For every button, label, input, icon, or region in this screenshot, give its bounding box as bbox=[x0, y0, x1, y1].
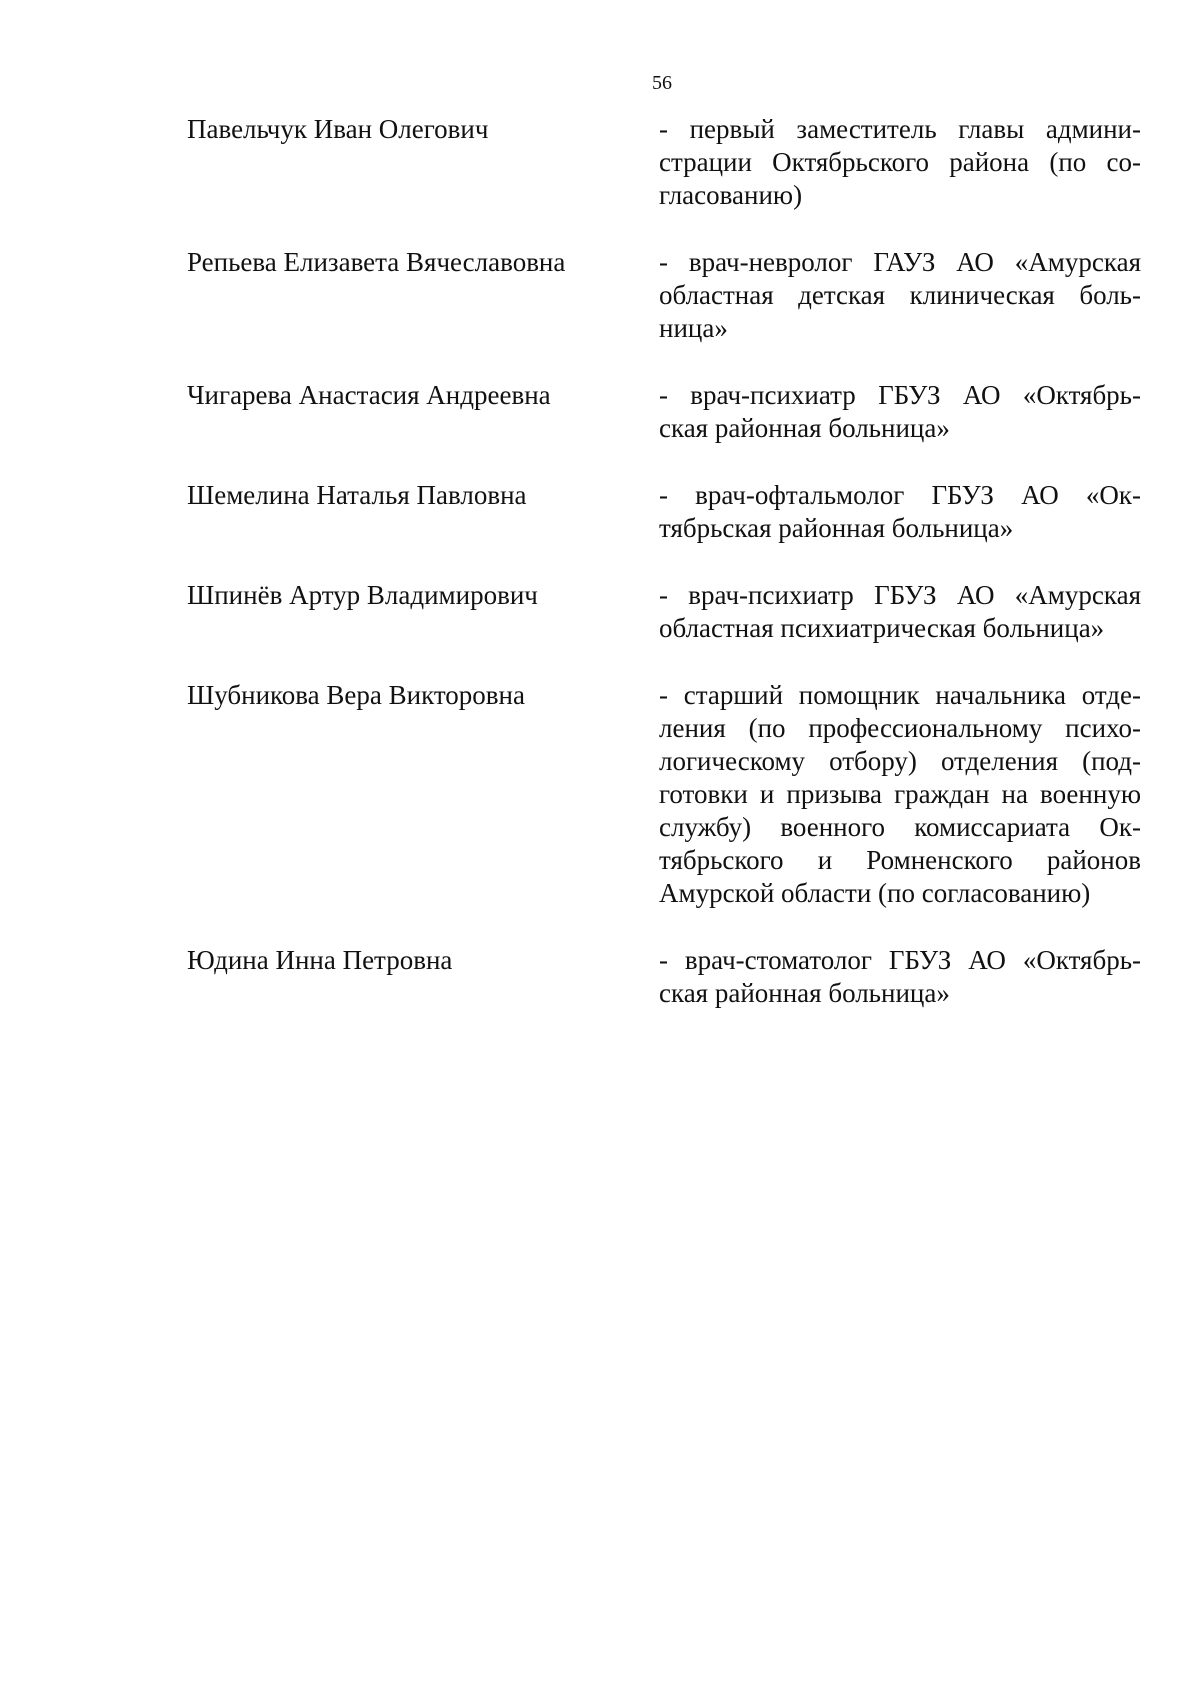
position-line: областная психиатрическая больница» bbox=[659, 613, 1105, 643]
position-line: ская районная больница» bbox=[659, 413, 950, 443]
member-name: Павельчук Иван Олегович bbox=[187, 114, 489, 144]
member-position bbox=[659, 679, 1141, 910]
position-line: - врач-стоматолог ГБУЗ АО «Октябрь- bbox=[659, 945, 1141, 975]
position-line: - врач-офтальмолог ГБУЗ АО «Ок- bbox=[659, 480, 1141, 510]
position-line: - врач-психиатр ГБУЗ АО «Октябрь- bbox=[659, 380, 1141, 410]
position-line: ница» bbox=[659, 313, 728, 343]
position-line: страции Октябрьского района (по со- bbox=[659, 147, 1141, 177]
position-line: ская районная больница» bbox=[659, 978, 950, 1008]
page-number: 56 bbox=[652, 72, 672, 94]
member-position bbox=[659, 246, 1141, 345]
list-item bbox=[187, 479, 1142, 545]
list-item bbox=[187, 113, 1142, 212]
position-line: - старший помощник начальника отде- bbox=[659, 680, 1141, 710]
position-line: службу) военного комиссариата Ок- bbox=[659, 812, 1141, 842]
member-position bbox=[659, 113, 1141, 212]
list-item bbox=[187, 944, 1142, 1010]
member-name: Юдина Инна Петровна bbox=[187, 945, 453, 975]
member-list bbox=[187, 113, 1142, 1010]
member-position bbox=[659, 579, 1141, 645]
position-line: областная детская клиническая боль- bbox=[659, 280, 1141, 310]
member-name: Репьева Елизавета Вячеславовна bbox=[187, 247, 566, 277]
member-position bbox=[659, 479, 1141, 545]
member-name: Шпинёв Артур Владимирович bbox=[187, 580, 538, 610]
list-item bbox=[187, 679, 1142, 910]
list-item bbox=[187, 579, 1142, 645]
member-name: Шубникова Вера Викторовна bbox=[187, 680, 525, 710]
position-line: гласованию) bbox=[659, 180, 803, 210]
position-line: логическому отбору) отделения (под- bbox=[659, 746, 1141, 776]
member-position bbox=[659, 944, 1141, 1010]
member-name: Шемелина Наталья Павловна bbox=[187, 480, 527, 510]
position-line: - врач-психиатр ГБУЗ АО «Амурская bbox=[659, 580, 1141, 610]
list-item bbox=[187, 379, 1142, 445]
position-line: тябрьская районная больница» bbox=[659, 513, 1014, 543]
position-line: Амурской области (по согласованию) bbox=[659, 878, 1091, 908]
member-position bbox=[659, 379, 1141, 445]
position-line: - первый заместитель главы админи- bbox=[659, 114, 1141, 144]
position-line: готовки и призыва граждан на военную bbox=[659, 779, 1141, 809]
position-line: тябрьского и Ромненского районов bbox=[659, 845, 1141, 875]
position-line: - врач-невролог ГАУЗ АО «Амурская bbox=[659, 247, 1141, 277]
member-name: Чигарева Анастасия Андреевна bbox=[187, 380, 551, 410]
position-line: ления (по профессиональному психо- bbox=[659, 713, 1141, 743]
list-item bbox=[187, 246, 1142, 345]
